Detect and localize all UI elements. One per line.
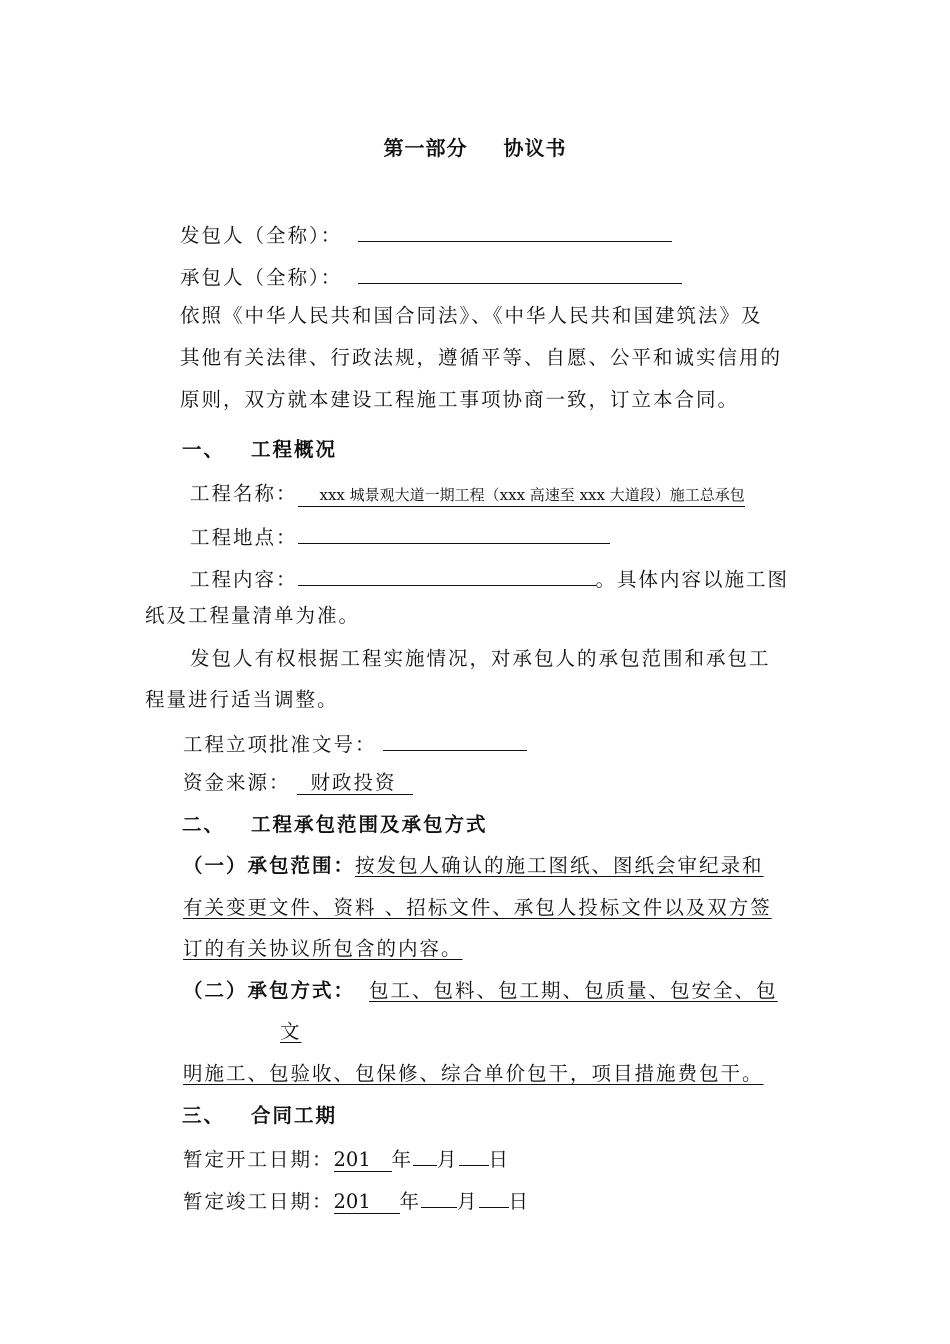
adjust-line-1: 发包人有权根据工程实施情况，对承包人的承包范围和承包工	[190, 647, 771, 670]
scope-line-3: 订的有关协议所包含的内容。	[183, 937, 463, 960]
funding-label: 资金来源：	[183, 771, 291, 794]
project-name-value: xxx 城景观大道一期工程（xxx 高速至 xxx 大道段）施工总承包	[298, 484, 745, 507]
start-day-blank	[459, 1145, 489, 1166]
funding-value: 财政投资	[297, 772, 413, 795]
employer-label: 发包人（全称）：	[180, 224, 343, 247]
preamble-line-2: 其他有关法律、行政法规，遵循平等、自愿、公平和诚实信用的	[180, 346, 783, 369]
project-content-suffix: 。具体内容以施工图	[595, 568, 790, 591]
start-year-value: 201	[334, 1149, 392, 1172]
start-date-line	[183, 1145, 510, 1172]
section3-title: 合同工期	[251, 1104, 338, 1127]
project-location-label: 工程地点：	[190, 526, 298, 549]
project-content-blank	[298, 565, 596, 586]
preamble-line-3: 原则，双方就本建设工程施工事项协商一致，订立本合同。	[180, 388, 740, 411]
contractor-blank	[358, 263, 682, 284]
start-date-label: 暂定开工日期：	[183, 1148, 334, 1171]
adjust-line-2: 程量进行适当调整。	[145, 688, 339, 711]
section3-heading	[182, 1104, 337, 1128]
start-month-unit: 月	[437, 1148, 459, 1171]
method-text-1: 包工、包料、包工期、包质量、包安全、包	[369, 979, 778, 1002]
section1-num: 一、	[182, 438, 226, 461]
title-name: 协议书	[503, 136, 567, 160]
project-name-line	[190, 482, 745, 507]
project-content-label: 工程内容：	[190, 568, 298, 591]
section1-heading	[182, 438, 337, 462]
approval-blank	[383, 730, 527, 751]
project-content-line-2: 纸及工程量清单为准。	[145, 604, 361, 627]
method-label: （二）承包方式：	[183, 979, 356, 1002]
employer-blank	[358, 221, 672, 242]
scope-line-2: 有关变更文件、资料 、招标文件、承包人投标文件以及双方签	[183, 896, 772, 919]
finish-day-blank	[479, 1187, 509, 1208]
project-location-line	[190, 523, 610, 550]
scope-label: （一）承包范围：	[183, 854, 356, 877]
scope-text-1: 按发包人确认的施工图纸、图纸会审纪录和	[355, 854, 764, 877]
preamble-line-1: 依照《中华人民共和国合同法》、《中华人民共和国建筑法》及	[180, 304, 763, 327]
start-year-unit: 年	[391, 1148, 414, 1171]
finish-month-unit: 月	[457, 1190, 479, 1213]
project-content-line	[190, 565, 789, 592]
method-line-1	[183, 979, 778, 1003]
approval-line	[183, 730, 527, 757]
section2-num: 二、	[182, 813, 226, 836]
finish-year-value: 201	[334, 1191, 400, 1214]
start-day-unit: 日	[488, 1148, 511, 1171]
finish-month-blank	[421, 1187, 457, 1208]
section2-title: 工程承包范围及承包方式	[251, 813, 488, 836]
finish-day-unit: 日	[508, 1190, 531, 1213]
start-month-blank	[413, 1145, 437, 1166]
page-title	[0, 136, 950, 160]
employer-line	[180, 221, 672, 248]
project-location-blank	[298, 523, 610, 544]
finish-date-label: 暂定竣工日期：	[183, 1190, 334, 1213]
method-line-3: 明施工、包验收、包保修、综合单价包干，项目措施费包干。	[183, 1062, 764, 1085]
funding-line	[183, 771, 413, 795]
contractor-label: 承包人（全称）：	[180, 266, 343, 289]
section3-num: 三、	[182, 1104, 226, 1127]
finish-date-line	[183, 1187, 530, 1214]
section1-title: 工程概况	[251, 438, 338, 461]
project-name-label: 工程名称：	[190, 482, 298, 505]
approval-label: 工程立项批准文号：	[183, 733, 377, 756]
section2-heading	[182, 813, 488, 837]
method-line-2: 文	[280, 1020, 302, 1043]
finish-year-unit: 年	[399, 1190, 422, 1213]
contractor-line	[180, 263, 682, 290]
scope-line-1	[183, 854, 764, 878]
title-part: 第一部分	[383, 136, 468, 160]
